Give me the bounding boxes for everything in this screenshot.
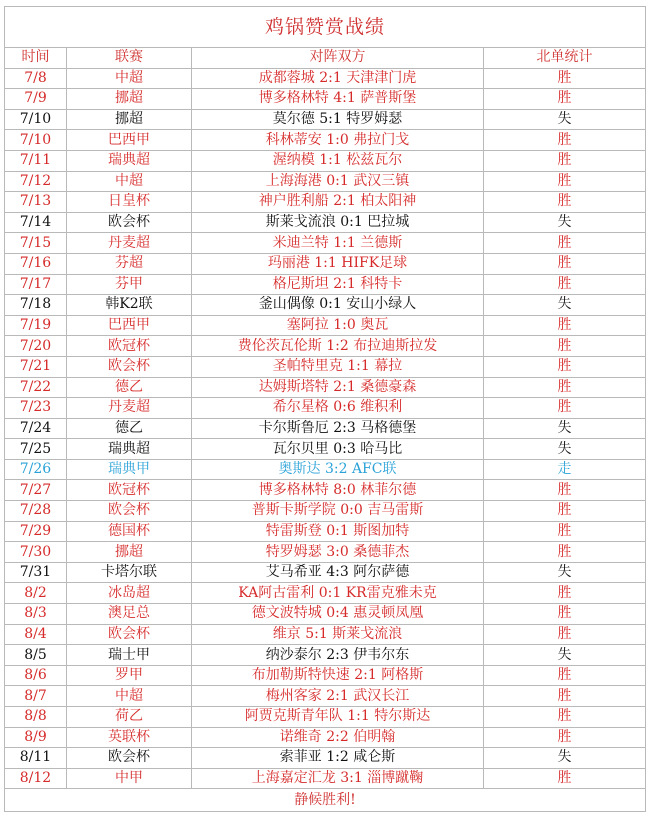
row-result: 胜 [484, 727, 646, 748]
row-date: 7/23 [5, 398, 67, 419]
table-row [5, 109, 646, 130]
row-match: 达姆斯塔特 2:1 桑德豪森 [192, 377, 484, 398]
table-row [5, 604, 646, 625]
row-match: 索菲亚 1:2 咸仑斯 [192, 748, 484, 769]
table-row [5, 542, 646, 563]
row-match: 纳沙泰尔 2:3 伊韦尔东 [192, 645, 484, 666]
row-match: 渥纳模 1:1 松兹瓦尔 [192, 150, 484, 171]
row-date: 7/15 [5, 233, 67, 254]
table-row [5, 562, 646, 583]
row-league: 挪超 [67, 542, 192, 563]
row-league: 中超 [67, 686, 192, 707]
row-league: 罗甲 [67, 665, 192, 686]
row-match: 釜山偶像 0:1 安山小绿人 [192, 295, 484, 316]
row-league: 中超 [67, 68, 192, 89]
row-result: 胜 [484, 583, 646, 604]
row-league: 德乙 [67, 418, 192, 439]
row-result: 胜 [484, 624, 646, 645]
table-row [5, 68, 646, 89]
row-result: 走 [484, 459, 646, 480]
row-match: 梅州客家 2:1 武汉长江 [192, 686, 484, 707]
row-result: 胜 [484, 604, 646, 625]
table-row [5, 130, 646, 151]
row-league: 荷乙 [67, 707, 192, 728]
header-league: 联赛 [67, 48, 192, 69]
row-league: 德乙 [67, 377, 192, 398]
row-league: 欧会杯 [67, 501, 192, 522]
row-date: 7/14 [5, 212, 67, 233]
table-row [5, 748, 646, 769]
row-result: 胜 [484, 707, 646, 728]
row-result: 失 [484, 439, 646, 460]
row-date: 7/9 [5, 89, 67, 110]
row-date: 7/8 [5, 68, 67, 89]
table-row [5, 171, 646, 192]
row-league: 欧冠杯 [67, 336, 192, 357]
row-match: 上海海港 0:1 武汉三镇 [192, 171, 484, 192]
table-row [5, 727, 646, 748]
table-row [5, 398, 646, 419]
row-match: 特雷斯登 0:1 斯图加特 [192, 521, 484, 542]
row-league: 挪超 [67, 89, 192, 110]
row-league: 欧会杯 [67, 748, 192, 769]
row-match: 博多格林特 4:1 萨普斯堡 [192, 89, 484, 110]
row-match: 维京 5:1 斯莱戈流浪 [192, 624, 484, 645]
row-result: 胜 [484, 192, 646, 213]
row-result: 胜 [484, 542, 646, 563]
row-result: 失 [484, 109, 646, 130]
row-date: 8/6 [5, 665, 67, 686]
row-match: 特罗姆瑟 3:0 桑德菲杰 [192, 542, 484, 563]
table-row [5, 356, 646, 377]
row-result: 失 [484, 295, 646, 316]
row-date: 7/10 [5, 109, 67, 130]
row-league: 卡塔尔联 [67, 562, 192, 583]
row-date: 7/17 [5, 274, 67, 295]
row-league: 瑞典甲 [67, 459, 192, 480]
table-title: 鸡锅赞赏战绩 [5, 7, 646, 48]
row-date: 8/4 [5, 624, 67, 645]
row-result: 胜 [484, 171, 646, 192]
row-result: 胜 [484, 233, 646, 254]
row-date: 8/9 [5, 727, 67, 748]
row-match: 格尼斯坦 2:1 科特卡 [192, 274, 484, 295]
row-match: 诺维奇 2:2 伯明翰 [192, 727, 484, 748]
row-result: 胜 [484, 521, 646, 542]
table-row [5, 624, 646, 645]
row-match: 科林蒂安 1:0 弗拉门戈 [192, 130, 484, 151]
row-date: 8/5 [5, 645, 67, 666]
table-row [5, 686, 646, 707]
row-league: 日皇杯 [67, 192, 192, 213]
row-match: 博多格林特 8:0 林菲尔德 [192, 480, 484, 501]
row-match: 奥斯达 3:2 AFC联 [192, 459, 484, 480]
row-match: 费伦茨瓦伦斯 1:2 布拉迪斯拉发 [192, 336, 484, 357]
row-league: 韩K2联 [67, 295, 192, 316]
row-match: 神户胜利船 2:1 柏太阳神 [192, 192, 484, 213]
row-date: 8/2 [5, 583, 67, 604]
row-match: 成都蓉城 2:1 天津津门虎 [192, 68, 484, 89]
row-league: 欧会杯 [67, 356, 192, 377]
table-row [5, 480, 646, 501]
row-league: 德国杯 [67, 521, 192, 542]
header-match: 对阵双方 [192, 48, 484, 69]
row-result: 胜 [484, 501, 646, 522]
table-row [5, 295, 646, 316]
row-result: 胜 [484, 150, 646, 171]
row-result: 胜 [484, 356, 646, 377]
row-result: 胜 [484, 89, 646, 110]
row-league: 巴西甲 [67, 130, 192, 151]
table-row [5, 233, 646, 254]
row-date: 7/16 [5, 253, 67, 274]
row-date: 7/24 [5, 418, 67, 439]
row-match: 圣帕特里克 1:1 幕拉 [192, 356, 484, 377]
record-rows [5, 68, 646, 789]
row-league: 丹麦超 [67, 233, 192, 254]
row-result: 胜 [484, 130, 646, 151]
row-match: 莫尔德 5:1 特罗姆瑟 [192, 109, 484, 130]
table-row [5, 707, 646, 728]
row-date: 7/12 [5, 171, 67, 192]
table-row [5, 192, 646, 213]
row-match: KA阿古雷利 0:1 KR雷克雅未克 [192, 583, 484, 604]
table-row [5, 501, 646, 522]
row-league: 挪超 [67, 109, 192, 130]
row-date: 7/30 [5, 542, 67, 563]
row-match: 瓦尔贝里 0:3 哈马比 [192, 439, 484, 460]
row-match: 玛丽港 1:1 HIFK足球 [192, 253, 484, 274]
row-date: 8/3 [5, 604, 67, 625]
row-date: 7/13 [5, 192, 67, 213]
row-result: 失 [484, 645, 646, 666]
table-row [5, 439, 646, 460]
row-date: 7/25 [5, 439, 67, 460]
row-match: 米迪兰特 1:1 兰德斯 [192, 233, 484, 254]
row-league: 芬甲 [67, 274, 192, 295]
table-row [5, 768, 646, 789]
row-league: 中超 [67, 171, 192, 192]
table-row [5, 253, 646, 274]
table-row [5, 418, 646, 439]
row-date: 7/31 [5, 562, 67, 583]
row-match: 阿贾克斯青年队 1:1 特尔斯达 [192, 707, 484, 728]
row-match: 艾马希亚 4:3 阿尔萨德 [192, 562, 484, 583]
header-row [5, 48, 646, 69]
table-row [5, 274, 646, 295]
row-date: 7/29 [5, 521, 67, 542]
row-result: 失 [484, 212, 646, 233]
row-result: 胜 [484, 665, 646, 686]
row-result: 胜 [484, 480, 646, 501]
footer-message: 静候胜利! [5, 789, 646, 812]
row-league: 瑞典超 [67, 150, 192, 171]
row-match: 卡尔斯鲁厄 2:3 马格德堡 [192, 418, 484, 439]
row-league: 瑞典超 [67, 439, 192, 460]
row-result: 失 [484, 418, 646, 439]
row-result: 胜 [484, 768, 646, 789]
row-date: 7/28 [5, 501, 67, 522]
row-result: 胜 [484, 68, 646, 89]
table-row [5, 212, 646, 233]
row-result: 胜 [484, 377, 646, 398]
table-row [5, 583, 646, 604]
row-match: 德文波特城 0:4 惠灵顿凤凰 [192, 604, 484, 625]
row-match: 塞阿拉 1:0 奥瓦 [192, 315, 484, 336]
row-league: 丹麦超 [67, 398, 192, 419]
row-date: 7/18 [5, 295, 67, 316]
row-date: 7/11 [5, 150, 67, 171]
row-result: 胜 [484, 336, 646, 357]
row-league: 欧会杯 [67, 624, 192, 645]
row-league: 欧会杯 [67, 212, 192, 233]
row-league: 冰岛超 [67, 583, 192, 604]
header-stat: 北单统计 [484, 48, 646, 69]
row-result: 胜 [484, 253, 646, 274]
table-row [5, 521, 646, 542]
row-result: 胜 [484, 315, 646, 336]
table-row [5, 377, 646, 398]
row-date: 8/8 [5, 707, 67, 728]
row-result: 失 [484, 748, 646, 769]
row-result: 胜 [484, 686, 646, 707]
row-league: 巴西甲 [67, 315, 192, 336]
row-date: 8/11 [5, 748, 67, 769]
row-league: 芬超 [67, 253, 192, 274]
row-date: 8/7 [5, 686, 67, 707]
row-date: 7/26 [5, 459, 67, 480]
row-date: 7/27 [5, 480, 67, 501]
row-result: 失 [484, 562, 646, 583]
row-league: 中甲 [67, 768, 192, 789]
row-result: 胜 [484, 274, 646, 295]
table-row [5, 336, 646, 357]
table-row [5, 665, 646, 686]
table-row [5, 150, 646, 171]
row-match: 普斯卡斯学院 0:0 吉马雷斯 [192, 501, 484, 522]
table-row [5, 459, 646, 480]
row-match: 上海嘉定汇龙 3:1 淄博蹴鞠 [192, 768, 484, 789]
row-date: 7/20 [5, 336, 67, 357]
row-league: 瑞士甲 [67, 645, 192, 666]
row-date: 7/21 [5, 356, 67, 377]
row-league: 英联杯 [67, 727, 192, 748]
row-date: 8/12 [5, 768, 67, 789]
row-date: 7/10 [5, 130, 67, 151]
table-row [5, 645, 646, 666]
row-match: 希尔星格 0:6 维积利 [192, 398, 484, 419]
table-row [5, 315, 646, 336]
header-date: 时间 [5, 48, 67, 69]
row-date: 7/22 [5, 377, 67, 398]
row-league: 欧冠杯 [67, 480, 192, 501]
table-row [5, 89, 646, 110]
row-league: 澳足总 [67, 604, 192, 625]
row-date: 7/19 [5, 315, 67, 336]
row-match: 斯莱戈流浪 0:1 巴拉城 [192, 212, 484, 233]
row-result: 胜 [484, 398, 646, 419]
record-table [4, 6, 646, 812]
row-match: 布加勒斯特快速 2:1 阿格斯 [192, 665, 484, 686]
